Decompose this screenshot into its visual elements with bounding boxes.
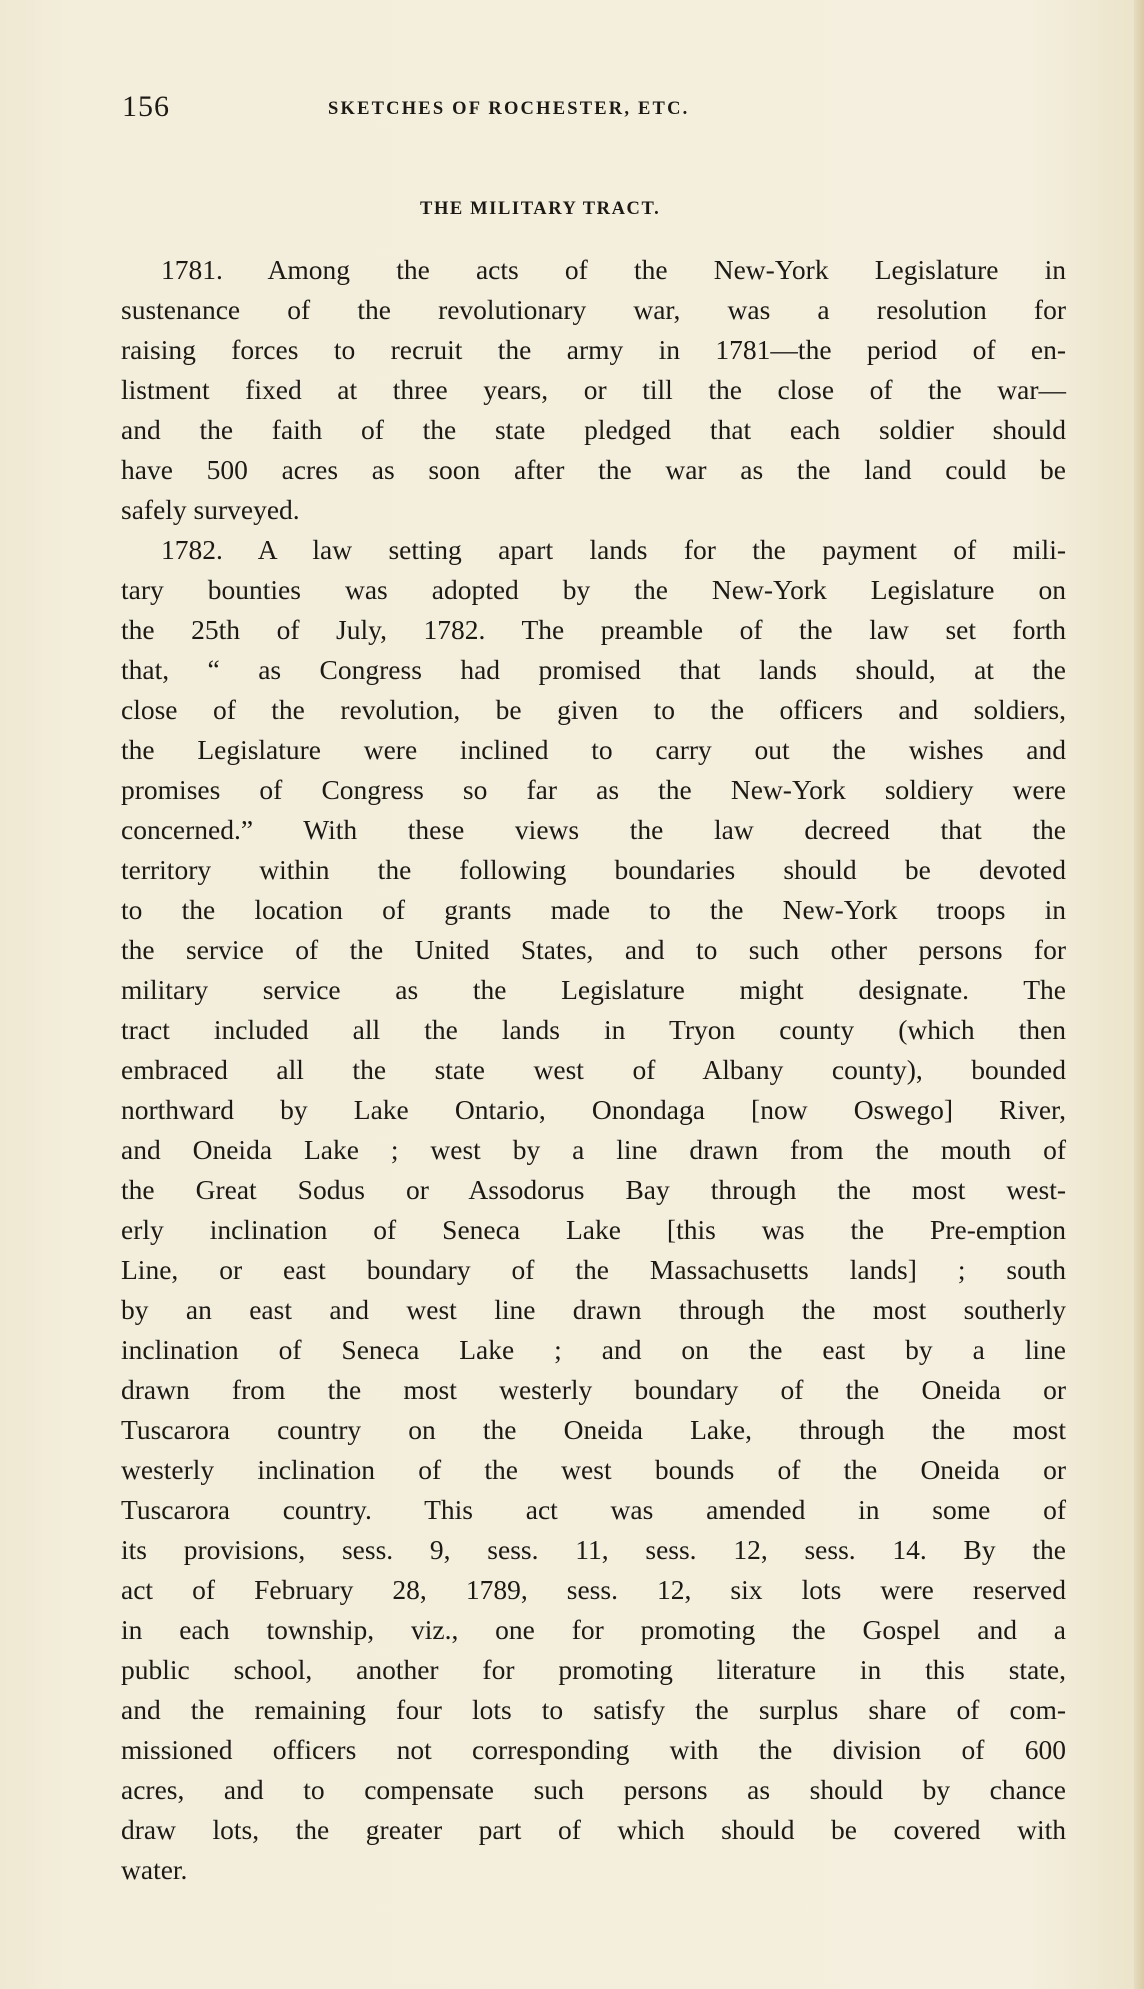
text-line: public school, another for promoting literature in this state, bbox=[121, 1654, 1066, 1685]
text-line: by an east and west line drawn through the most southerly bbox=[121, 1294, 1066, 1325]
page-edge-shadow bbox=[1134, 0, 1144, 1989]
text-line: 1781. Among the acts of the New-York Legislature in bbox=[161, 254, 1066, 285]
text-line: erly inclination of Seneca Lake [this was the Pre-emption bbox=[121, 1214, 1066, 1245]
text-line: westerly inclination of the west bounds of the Oneida or bbox=[121, 1454, 1066, 1485]
section-title: THE MILITARY TRACT. bbox=[420, 199, 661, 219]
text-line: embraced all the state west of Albany county), bounded bbox=[121, 1054, 1066, 1085]
text-line: act of February 28, 1789, sess. 12, six lots were reserved bbox=[121, 1574, 1066, 1605]
text-line: and the faith of the state pledged that each soldier should bbox=[121, 414, 1066, 445]
text-line: northward by Lake Ontario, Onondaga [now Oswego] River, bbox=[121, 1094, 1066, 1125]
text-line: promises of Congress so far as the New-York soldiery were bbox=[121, 774, 1066, 805]
text-line: safely surveyed. bbox=[121, 494, 300, 525]
text-line: have 500 acres as soon after the war as the land could be bbox=[121, 454, 1066, 485]
page-number: 156 bbox=[122, 90, 170, 123]
text-line: that, “ as Congress had promised that lands should, at the bbox=[121, 654, 1066, 685]
text-line: military service as the Legislature might designate. The bbox=[121, 974, 1066, 1005]
text-line: tract included all the lands in Tryon county (which then bbox=[121, 1014, 1066, 1045]
text-line: Tuscarora country on the Oneida Lake, through the most bbox=[121, 1414, 1066, 1445]
text-line: the 25th of July, 1782. The preamble of the law set forth bbox=[121, 614, 1066, 645]
text-line: and the remaining four lots to satisfy the surplus share of com- bbox=[121, 1694, 1066, 1725]
text-line: water. bbox=[121, 1854, 188, 1885]
text-line: its provisions, sess. 9, sess. 11, sess. 12, sess. 14. By the bbox=[121, 1534, 1066, 1565]
text-line: and Oneida Lake ; west by a line drawn from the mouth of bbox=[121, 1134, 1066, 1165]
text-line: drawn from the most westerly boundary of the Oneida or bbox=[121, 1374, 1066, 1405]
text-line: the service of the United States, and to such other persons for bbox=[121, 934, 1066, 965]
text-line: territory within the following boundaries should be devoted bbox=[121, 854, 1066, 885]
text-line: inclination of Seneca Lake ; and on the east by a line bbox=[121, 1334, 1066, 1365]
text-line: tary bounties was adopted by the New-York Legislature on bbox=[121, 574, 1066, 605]
text-line: the Great Sodus or Assodorus Bay through the most west- bbox=[121, 1174, 1066, 1205]
text-line: Line, or east boundary of the Massachusetts lands] ; south bbox=[121, 1254, 1066, 1285]
body-text bbox=[121, 250, 1066, 1890]
text-line: close of the revolution, be given to the officers and soldiers, bbox=[121, 694, 1066, 725]
text-line: listment fixed at three years, or till the close of the war— bbox=[121, 374, 1066, 405]
text-line: sustenance of the revolutionary war, was a resolution for bbox=[121, 294, 1066, 325]
text-line: acres, and to compensate such persons as should by chance bbox=[121, 1774, 1066, 1805]
text-line: draw lots, the greater part of which should be covered with bbox=[121, 1814, 1066, 1845]
text-line: missioned officers not corresponding with the division of 600 bbox=[121, 1734, 1066, 1765]
text-line: raising forces to recruit the army in 1781—the period of en- bbox=[121, 334, 1066, 365]
text-line: to the location of grants made to the New-York troops in bbox=[121, 894, 1066, 925]
text-line: 1782. A law setting apart lands for the payment of mili- bbox=[161, 534, 1066, 565]
text-line: the Legislature were inclined to carry out the wishes and bbox=[121, 734, 1066, 765]
text-line: in each township, viz., one for promoting the Gospel and a bbox=[121, 1614, 1066, 1645]
running-title: SKETCHES OF ROCHESTER, ETC. bbox=[328, 99, 690, 119]
text-line: Tuscarora country. This act was amended in some of bbox=[121, 1494, 1066, 1525]
text-line: concerned.” With these views the law decreed that the bbox=[121, 814, 1066, 845]
running-head bbox=[122, 90, 902, 130]
